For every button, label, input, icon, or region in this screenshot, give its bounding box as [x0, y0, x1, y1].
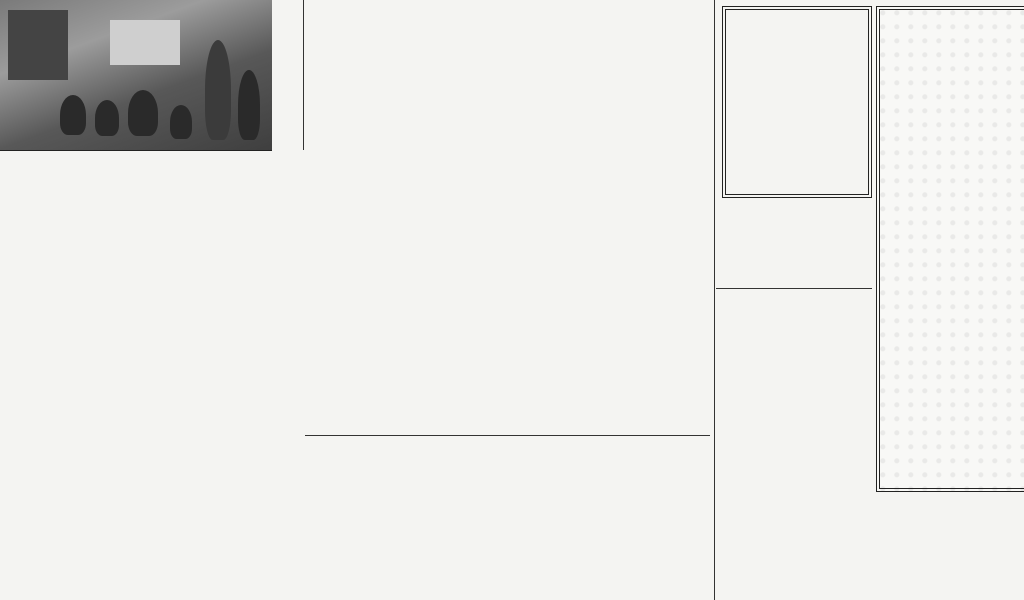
- masthead-box: [876, 6, 1024, 492]
- edition-box: [722, 6, 872, 198]
- photo-caption: [276, 2, 295, 152]
- classroom-photo: [0, 0, 272, 151]
